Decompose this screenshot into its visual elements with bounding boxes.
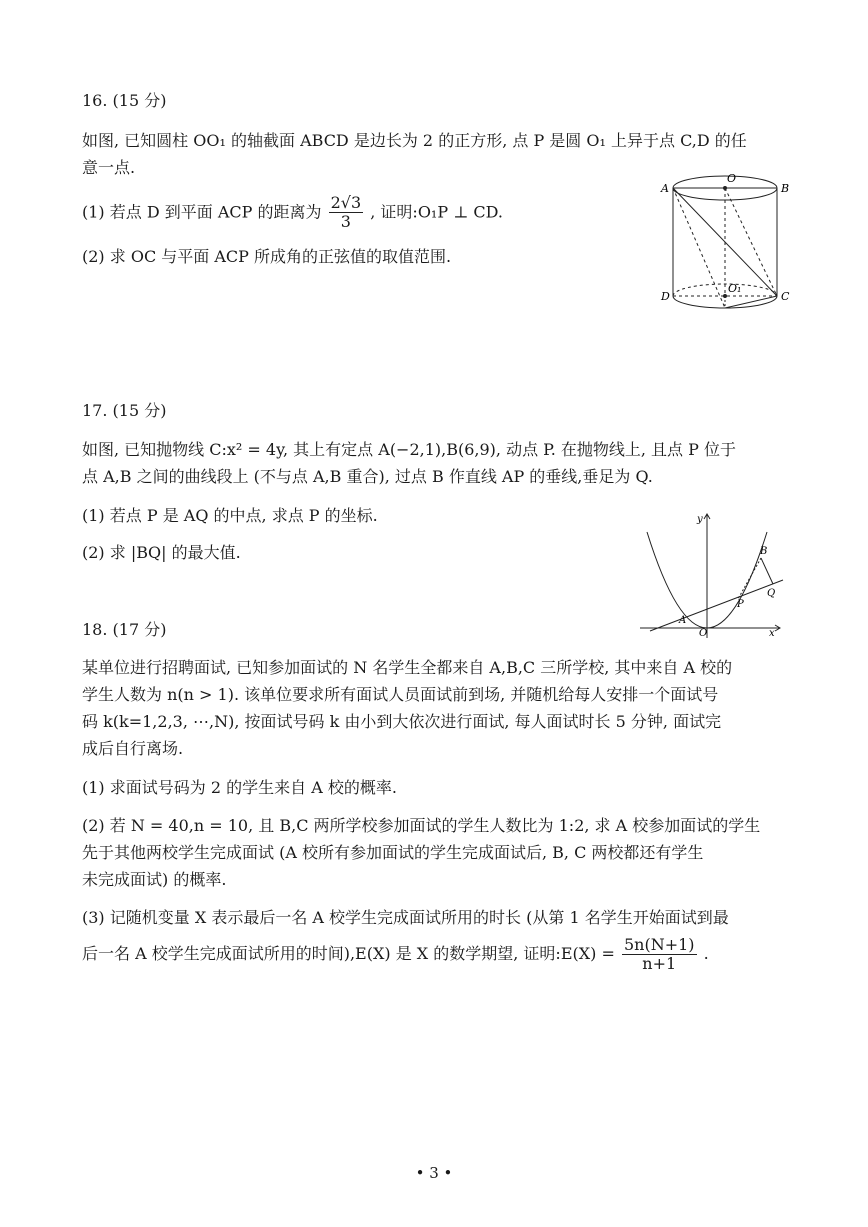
q18-part1: (1) 求面试号码为 2 的学生来自 A 校的概率.	[82, 778, 397, 797]
point-O	[723, 186, 727, 190]
q16-header: 16. (15 分)	[82, 91, 167, 110]
label-x: x	[769, 628, 775, 639]
label-O: O	[727, 172, 737, 185]
label-y: y	[697, 514, 703, 525]
q18-stem-line3: 码 k(k=1,2,3, ⋯,N), 按面试号码 k 由小到大依次进行面试, 每人面试时长 5 分钟, 面试完	[82, 712, 722, 731]
parabola-figure	[635, 510, 785, 640]
q18-part3-line1: (3) 记随机变量 X 表示最后一名 A 校学生完成面试所用的时长 (从第 1 名学生开始面试到最	[82, 908, 729, 927]
segment-OC	[725, 188, 777, 296]
q17-stem-line2: 点 A,B 之间的曲线段上 (不与点 A,B 重合), 过点 B 作直线 AP 的垂线,垂足为 Q.	[82, 467, 653, 486]
fraction-numerator: 2√3	[330, 193, 362, 212]
fraction-numerator: 5n(N+1)	[623, 934, 695, 954]
point-O1	[723, 294, 727, 298]
line-AP	[650, 580, 783, 631]
segment-AP	[673, 188, 725, 308]
fraction-denominator: n+1	[642, 954, 677, 973]
q17-part2: (2) 求 |BQ| 的最大值.	[82, 543, 241, 562]
q17-stem-line1: 如图, 已知抛物线 C:x² = 4y, 其上有定点 A(−2,1),B(6,9), 动点 P. 在抛物线上, 且点 P 位于	[82, 440, 736, 459]
label-B: B	[781, 182, 790, 195]
label-A: A	[661, 182, 669, 195]
label-A: A	[679, 615, 687, 626]
q16-part1-text: (1) 若点 D 到平面 ACP 的距离为	[82, 202, 322, 222]
label-D: D	[661, 290, 670, 303]
q18-part2-line1: (2) 若 N = 40,n = 10, 且 B,C 两所学校参加面试的学生人数比为 1:2, 求 A 校参加面试的学生	[82, 816, 761, 835]
label-P: P	[737, 599, 744, 610]
q16-stem-line1: 如图, 已知圆柱 OO₁ 的轴截面 ABCD 是边长为 2 的正方形, 点 P 是圆 O₁ 上异于点 C,D 的任	[82, 131, 747, 150]
q16-part1	[82, 194, 503, 232]
q18-part3-line2	[82, 934, 709, 974]
label-B: B	[760, 546, 768, 557]
label-C: C	[781, 290, 790, 303]
segment-BQ	[761, 558, 773, 584]
q18-part2-line2: 先于其他两校学生完成面试 (A 校所有参加面试的学生完成面试后, B, C 两校都还有学生	[82, 843, 704, 862]
label-Q: Q	[767, 588, 776, 599]
q18-part3-fraction	[622, 936, 697, 974]
q18-stem-line1: 某单位进行招聘面试, 已知参加面试的 N 名学生全都来自 A,B,C 三所学校, 其中来自 A 校的	[82, 658, 733, 677]
q18-stem-line2: 学生人数为 n(n > 1). 该单位要求所有面试人员面试前到场, 并随机给每人安排一个面试号	[82, 685, 719, 704]
q16-part2: (2) 求 OC 与平面 ACP 所成角的正弦值的取值范围.	[82, 247, 452, 266]
q18-header: 18. (17 分)	[82, 620, 167, 639]
q16-part1-fraction	[329, 194, 364, 232]
label-O1: O₁	[728, 282, 742, 295]
cylinder-figure	[655, 170, 795, 320]
label-O: O	[699, 628, 708, 639]
q18-stem-line4: 成后自行离场.	[82, 739, 184, 758]
page-number: • 3 •	[415, 1164, 453, 1182]
q16-part1-suffix: , 证明:O₁P ⊥ CD.	[370, 202, 503, 222]
q18-part3-text: 后一名 A 校学生完成面试所用的时间),E(X) 是 X 的数学期望, 证明:E(X) =	[82, 944, 615, 963]
q18-part3-suffix: .	[703, 944, 709, 963]
q16-stem-line2: 意一点.	[82, 158, 136, 177]
fraction-denominator: 3	[340, 212, 351, 232]
q18-part2-line3: 未完成面试) 的概率.	[82, 870, 227, 889]
q17-part1: (1) 若点 P 是 AQ 的中点, 求点 P 的坐标.	[82, 506, 378, 525]
q17-header: 17. (15 分)	[82, 401, 167, 420]
